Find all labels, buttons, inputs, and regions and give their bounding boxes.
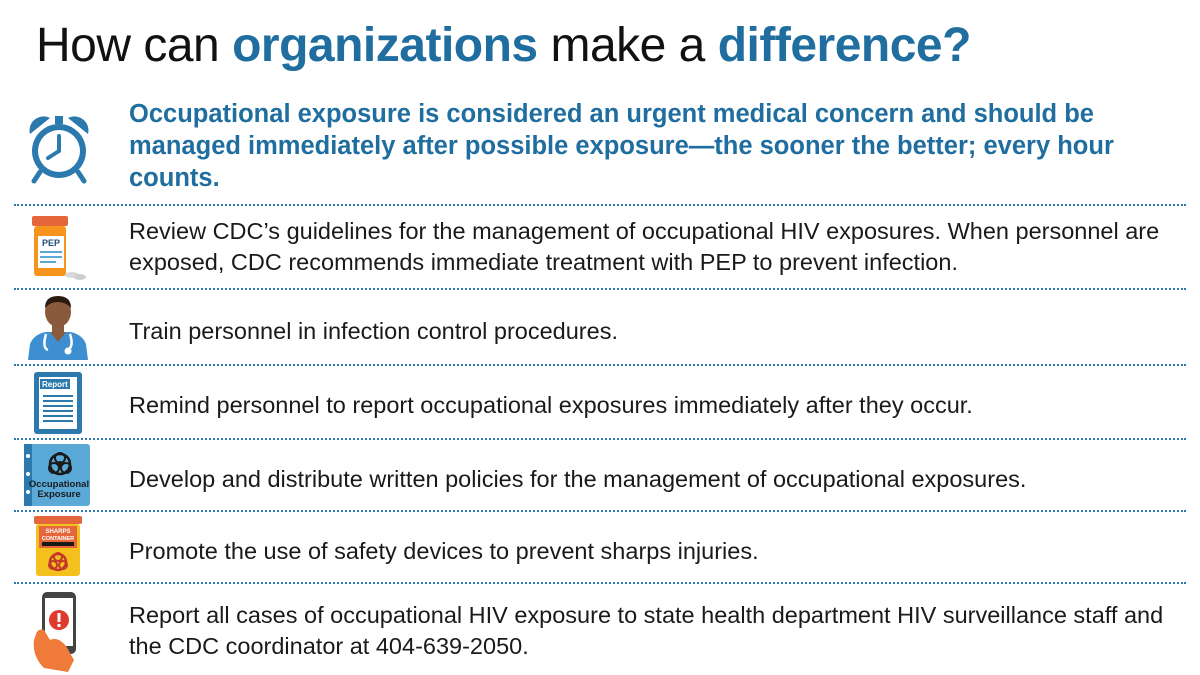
page-title xyxy=(36,14,1176,78)
divider xyxy=(14,510,1186,512)
divider xyxy=(14,438,1186,440)
title-part1: How can xyxy=(36,19,233,72)
pep-pill-bottle-icon xyxy=(26,214,100,282)
title-highlight-difference: difference? xyxy=(717,19,971,72)
report-clipboard-icon xyxy=(30,370,104,436)
phone-alert-icon xyxy=(32,590,106,672)
item-text-train-personnel: Train personnel in infection control procedures. xyxy=(129,318,618,344)
healthcare-worker-icon xyxy=(24,292,98,360)
sharps-label-line2: CONTAINER xyxy=(41,536,75,542)
item-text-urgent: Occupational exposure is considered an urgent medical concern and should be managed immediately after possible exposure—the sooner the better; every hour counts. xyxy=(129,100,1114,192)
item-text-remind-report: Remind personnel to report occupational exposures immediately after they occur. xyxy=(129,392,973,418)
policy-binder-icon xyxy=(18,442,92,508)
title-highlight-organizations: organizations xyxy=(232,19,538,72)
alarm-clock-icon xyxy=(24,112,98,184)
report-label: Report xyxy=(42,380,68,389)
binder-label-line2: Exposure xyxy=(37,489,81,500)
binder-label-line1: Occupational xyxy=(28,479,90,490)
item-text-develop-policies: Develop and distribute written policies for the management of occupational exposures. xyxy=(129,466,1027,492)
sharps-label-line1: SHARPS xyxy=(45,529,71,535)
item-text-report-cases: Report all cases of occupational HIV exposure to state health department HIV surveillance staff and the CDC coordinator at 404-639-2050. xyxy=(129,602,1164,659)
divider xyxy=(14,364,1186,366)
divider xyxy=(14,204,1186,206)
pep-label: PEP xyxy=(42,238,61,248)
sharps-container-icon xyxy=(30,514,104,578)
title-part2: make a xyxy=(537,19,718,72)
divider xyxy=(14,288,1186,290)
item-text-safety-devices: Promote the use of safety devices to prevent sharps injuries. xyxy=(129,538,759,564)
item-text-review-guidelines: Review CDC’s guidelines for the management of occupational HIV exposures. When personnel are exposed, CDC recommends immediate treatment with PEP to prevent infection. xyxy=(129,218,1160,275)
divider xyxy=(14,582,1186,584)
